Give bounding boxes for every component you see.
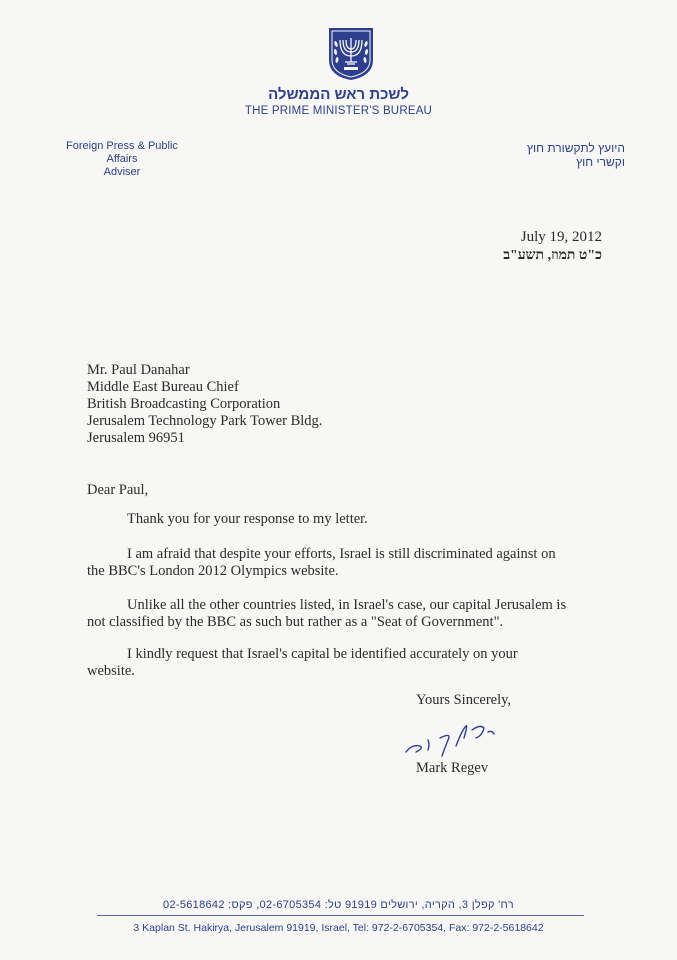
hebrew-bureau-title: לשכת ראש הממשלה: [268, 86, 409, 103]
department-english-line2: Adviser: [103, 166, 141, 178]
recipient-name: Mr. Paul Danahar: [87, 362, 190, 378]
recipient-title: Middle East Bureau Chief: [87, 379, 239, 395]
date-hebrew: כ"ט תמוז, תשע"ב: [503, 248, 602, 263]
footer-english-address: 3 Kaplan St. Hakirya, Jerusalem 91919, Israel, Tel: 972-2-6705354, Fax: 972-2-5618642: [133, 922, 544, 934]
body-paragraph-2: I am afraid that despite your efforts, Israel is still discriminated against on the BBC's London 2012 Olympics website.: [87, 546, 556, 579]
body-paragraph-1: Thank you for your response to my letter.: [127, 511, 368, 527]
body-paragraph-4: I kindly request that Israel's capital be identified accurately on your website.: [87, 646, 518, 679]
recipient-city: Jerusalem 96951: [87, 430, 185, 446]
department-english: [52, 140, 192, 179]
state-emblem-icon: [327, 26, 375, 82]
department-hebrew-line2: וקשרי חוץ: [576, 155, 625, 169]
recipient-organization: British Broadcasting Corporation: [87, 396, 281, 412]
body-paragraph-3: Unlike all the other countries listed, in Israel's case, our capital Jerusalem is not classified by the BBC as such but rather as a "Seat of Government".: [87, 597, 567, 630]
footer-divider: [97, 915, 584, 916]
signer-name: Mark Regev: [416, 760, 489, 776]
department-hebrew: [500, 141, 625, 169]
valediction: Yours Sincerely,: [416, 692, 512, 708]
handwritten-signature: [402, 716, 502, 758]
recipient-address: [87, 362, 322, 447]
department-english-line1: Foreign Press & Public Affairs: [66, 140, 178, 165]
recipient-building: Jerusalem Technology Park Tower Bldg.: [87, 413, 323, 429]
english-bureau-title: THE PRIME MINISTER'S BUREAU: [244, 105, 433, 117]
date-english: July 19, 2012: [520, 229, 602, 245]
greeting: Dear Paul,: [87, 482, 149, 498]
department-hebrew-line1: היועץ לתקשורת חוץ: [526, 141, 625, 155]
footer-hebrew-address: רח' קפלן 3, הקריה, ירושלים 91919 טל: 02-6705354, פקס: 02-5618642: [163, 899, 514, 911]
